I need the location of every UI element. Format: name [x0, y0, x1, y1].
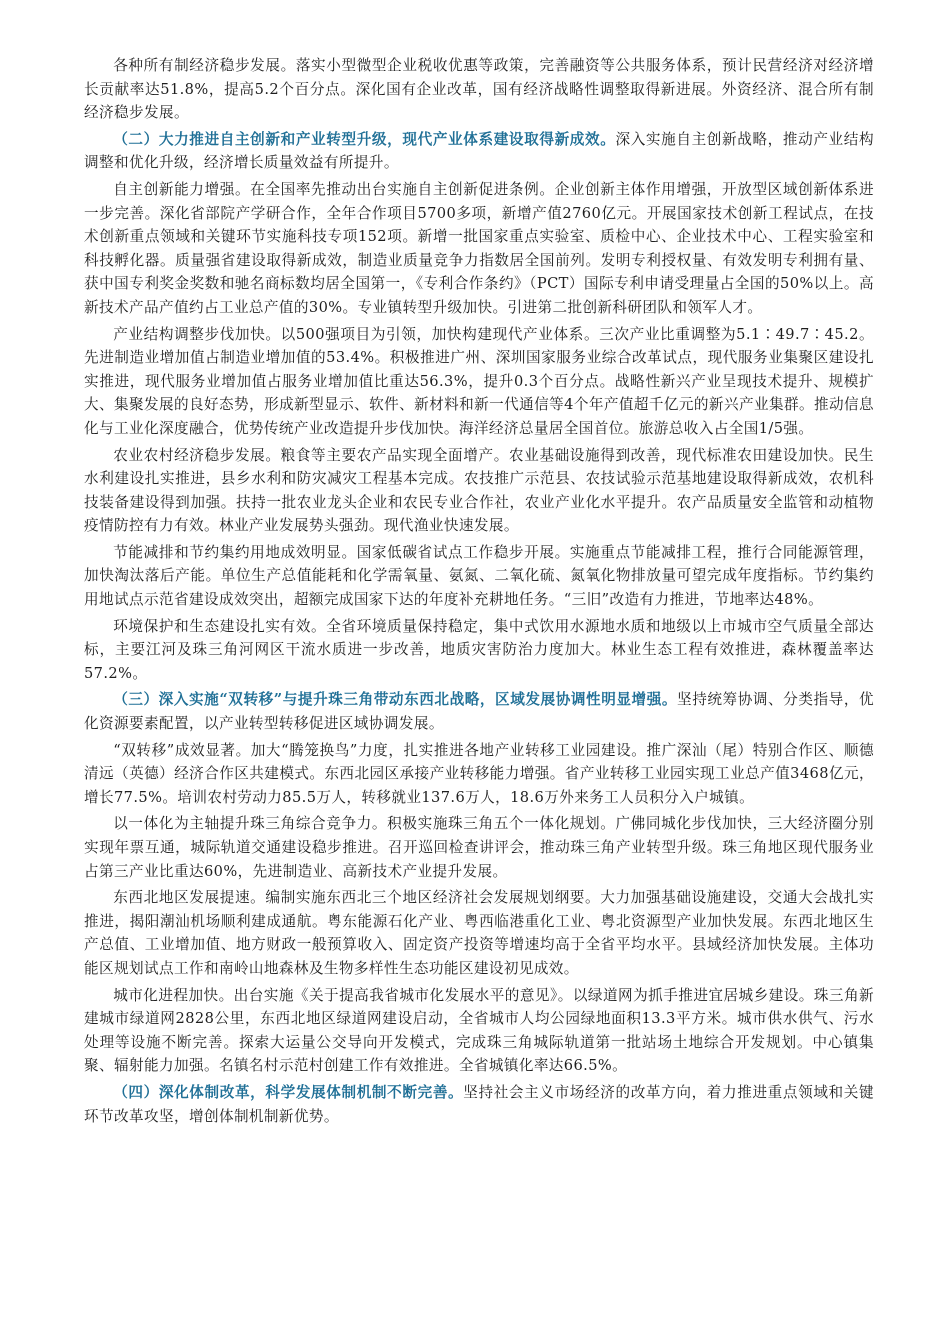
paragraph-urbanization [84, 984, 874, 1078]
paragraph-text: 城市化进程加快。出台实施《关于提高我省城市化发展水平的意见》。以绿道网为抓手推进宜居城乡建设。珠三角新建城市绿道网2828公里，东西北地区绿道网建设启动，全省城市人均公园绿地面积13.3平方米。城市供水供气、污水处理等设施不断完善。探索大运量公交导向开发模式，完成珠三角城际轨道第一批站场土地综合开发规划。中心镇集聚、辐射能力加强。名镇名村示范村创建工作有效推进。全省城镇化率达66.5%。 [84, 986, 874, 1075]
paragraph-pearl-river-delta [84, 812, 874, 883]
paragraph-east-west-north [84, 886, 874, 980]
paragraph-text: 各种所有制经济稳步发展。落实小型微型企业税收优惠等政策，完善融资等公共服务体系，预计民营经济对经济增长贡献率达51.8%，提高5.2个百分点。深化国有企业改革，国有经济战略性调整取得新进展。外资经济、混合所有制经济稳步发展。 [84, 57, 874, 122]
paragraph-innovation [84, 178, 874, 320]
paragraph-text: 以一体化为主轴提升珠三角综合竞争力。积极实施珠三角五个一体化规划。广佛同城化步伐加快，三大经济圈分别实现年票互通，城际轨道交通建设稳步推进。召开巡回检查讲评会，推动珠三角产业转型升级。珠三角地区现代服务业占第三产业比重达60%，先进制造业、高新技术产业提升发展。 [84, 815, 874, 880]
paragraph-text: 坚持统筹协调、分类指导，优化资源要素配置，以产业转型转移促进区域协调发展。 [84, 691, 874, 733]
paragraph-text: 产业结构调整步伐加快。以500强项目为引领，加快构建现代产业体系。三次产业比重调整为5.1∶49.7∶45.2。先进制造业增加值占制造业增加值的53.4%。积极推进广州、深圳国家服务业综合改革试点，现代服务业集聚区建设扎实推进，现代服务业增加值占服务业增加值比重达56.3%，提升0.3个百分点。战略性新兴产业呈现技术提升、规模扩大、集聚发展的良好态势，形成新型显示、软件、新材料和新一代通信等4个年产值超千亿元的新兴产业集群。推动信息化与工业化深度融合，优势传统产业改造提升步伐加快。海洋经济总量居全国首位。旅游总收入占全国1/5强。 [84, 325, 874, 437]
paragraph-text: 农业农村经济稳步发展。粮食等主要农产品实现全面增产。农业基础设施得到改善，现代标准农田建设加快。民生水利建设扎实推进，县乡水利和防灾减灾工程基本完成。农技推广示范县、农技试验示范基地建设取得新成效，农机科技装备建设得到加强。扶持一批农业龙头企业和农民专业合作社，农业产业化水平提升。农产品质量安全监管和动植物疫情防控有力有效。林业产业发展势头强劲。现代渔业快速发展。 [84, 446, 874, 535]
section-4-paragraph [84, 1081, 874, 1128]
paragraph-energy-saving [84, 541, 874, 612]
section-2-paragraph [84, 128, 874, 175]
paragraph-industry-structure [84, 323, 874, 441]
paragraph-text: 坚持社会主义市场经济的改革方向，着力推进重点领域和关键环节改革攻坚，增创体制机制新优势。 [84, 1083, 874, 1125]
document-body [84, 54, 874, 1131]
section-3-heading: （三）深入实施“双转移”与提升珠三角带动东西北战略，区域发展协调性明显增强。 [113, 691, 678, 709]
section-3-paragraph [84, 688, 874, 735]
paragraph-agriculture [84, 444, 874, 538]
paragraph-text: “双转移”成效显著。加大“腾笼换鸟”力度，扎实推进各地产业转移工业园建设。推广深汕（尾）特别合作区、顺德清远（英德）经济合作区共建模式。东西北园区承接产业转移能力增强。省产业转移工业园实现工业总产值3468亿元，增长77.5%。培训农村劳动力85.5万人，转移就业137.6万人，18.6万外来务工人员积分入户城镇。 [84, 741, 874, 806]
paragraph-text: 东西北地区发展提速。编制实施东西北三个地区经济社会发展规划纲要。大力加强基础设施建设，交通大会战扎实推进，揭阳潮汕机场顺利建成通航。粤东能源石化产业、粤西临港重化工业、粤北资源型产业加快发展。东西北地区生产总值、工业增加值、地方财政一般预算收入、固定资产投资等增速均高于全省平均水平。县域经济加快发展。主体功能区规划试点工作和南岭山地森林及生物多样性生态功能区建设初见成效。 [84, 889, 874, 977]
paragraph-text: 环境保护和生态建设扎实有效。全省环境质量保持稳定，集中式饮用水源地水质和地级以上市城市空气质量全部达标，主要江河及珠三角河网区干流水质进一步改善，地质灾害防治力度加大。林业生态工程有效推进，森林覆盖率达57.2%。 [84, 617, 874, 682]
section-4-heading: （四）深化体制改革，科学发展体制机制不断完善。 [113, 1083, 464, 1101]
paragraph-double-transfer [84, 739, 874, 810]
paragraph-ownership-economy [84, 54, 874, 125]
section-2-heading: （二）大力推进自主创新和产业转型升级，现代产业体系建设取得新成效。 [113, 130, 616, 148]
paragraph-text: 深入实施自主创新战略，推动产业结构调整和优化升级，经济增长质量效益有所提升。 [84, 130, 874, 172]
paragraph-text: 自主创新能力增强。在全国率先推动出台实施自主创新促进条例。企业创新主体作用增强，开放型区域创新体系进一步完善。深化省部院产学研合作，全年合作项目5700多项，新增产值2760亿元。开展国家技术创新工程试点，在技术创新重点领域和关键环节实施科技专项152项。新增一批国家重点实验室、质检中心、企业技术中心、工程实验室和科技孵化器。质量强省建设取得新成效，制造业质量竞争力指数居全国前列。发明专利授权量、有效发明专利拥有量、获中国专利奖金奖数和驰名商标数均居全国第一，《专利合作条约》（PCT）国际专利申请受理量占全国的50%以上。高新技术产品产值约占工业总产值的30%。专业镇转型升级加快。引进第二批创新科研团队和领军人才。 [84, 180, 874, 316]
paragraph-environment [84, 615, 874, 686]
paragraph-text: 节能减排和节约集约用地成效明显。国家低碳省试点工作稳步开展。实施重点节能减排工程，推行合同能源管理，加快淘汰落后产能。单位生产总值能耗和化学需氧量、氨氮、二氧化硫、氮氧化物排放量可望完成年度指标。节约集约用地试点示范省建设成效突出，超额完成国家下达的年度补充耕地任务。“三旧”改造有力推进，节地率达48%。 [84, 543, 874, 609]
